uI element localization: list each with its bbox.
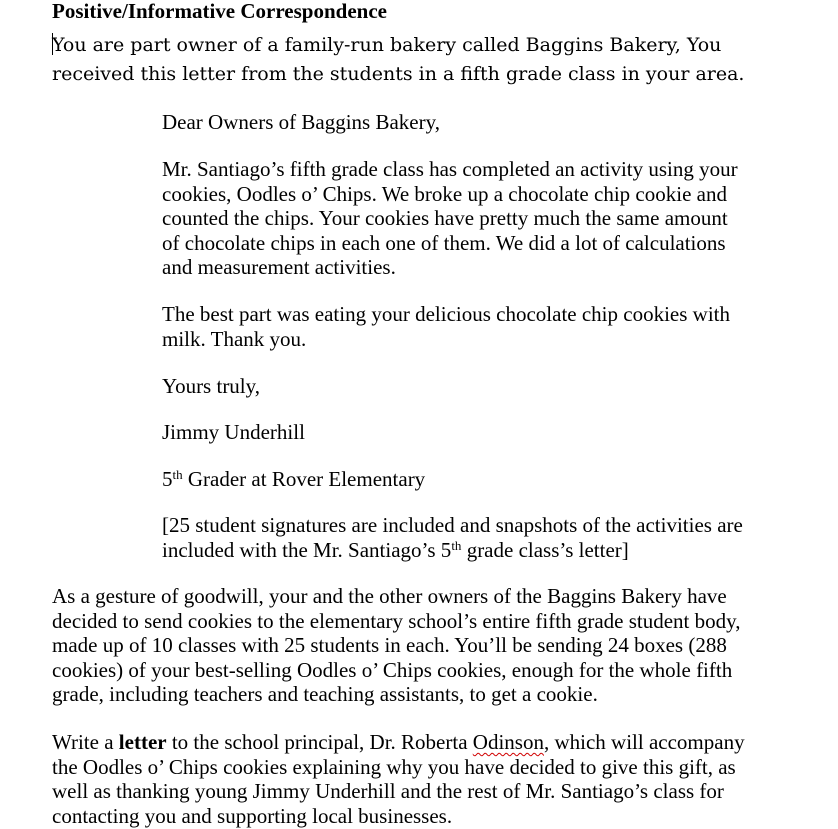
body-line: cookies) of your best-selling Oodles o’ Chips cookies, enough for the whole fifth bbox=[52, 657, 733, 682]
letter-paragraph-1 bbox=[162, 157, 782, 280]
letter-salutation: Dear Owners of Baggins Bakery, bbox=[162, 110, 440, 134]
intro-line: You are part owner of a family-run bakery called Baggins Bakery, You bbox=[52, 34, 722, 56]
body-line: As a gesture of goodwill, your and the other owners of the Baggins Bakery have bbox=[52, 584, 727, 608]
emphasis-letter: letter bbox=[118, 730, 167, 754]
letter-line: The best part was eating your delicious chocolate chip cookies with bbox=[162, 302, 730, 326]
letter-line: [25 student signatures are included and snapshots of the activities are bbox=[162, 513, 743, 537]
body-line: made up of 10 classes with 25 students in each. You’ll be sending 24 boxes (288 bbox=[52, 633, 727, 657]
letter-line: Mr. Santiago’s fifth grade class has completed an activity using your bbox=[162, 157, 738, 181]
body-line: decided to send cookies to the elementary school’s entire fifth grade student body, bbox=[52, 608, 741, 633]
letter-line: cookies, Oodles o’ Chips. We broke up a chocolate chip cookie and bbox=[162, 181, 727, 206]
letter-signer: Jimmy Underhill bbox=[162, 420, 305, 444]
letter-line: milk. Thank you. bbox=[162, 326, 307, 351]
body-line: the Oodles o’ Chips cookies explaining why you have decided to give this gift, as bbox=[52, 754, 736, 779]
spellcheck-flagged-word[interactable]: Odinson bbox=[472, 730, 544, 754]
body-line: grade, including teachers and teaching assistants, to get a cookie. bbox=[52, 682, 598, 706]
letter-paragraph-2 bbox=[162, 302, 782, 351]
scenario-paragraph bbox=[52, 584, 792, 707]
body-line: well as thanking young Jimmy Underhill and the rest of Mr. Santiago’s class for bbox=[52, 779, 724, 803]
letter-note bbox=[162, 513, 782, 562]
letter-signer-title: 5th Grader at Rover Elementary bbox=[162, 467, 426, 491]
letter-line: included with the Mr. Santiago’s 5th grade class’s letter] bbox=[162, 537, 629, 562]
letter-line: counted the chips. Your cookies have pretty much the same amount bbox=[162, 206, 728, 230]
letter-line: and measurement activities. bbox=[162, 255, 396, 279]
body-line: contacting you and supporting local businesses. bbox=[52, 803, 453, 828]
task-paragraph bbox=[52, 730, 792, 828]
document-heading: Positive/Informative Correspondence bbox=[52, 0, 387, 23]
intro-paragraph bbox=[52, 31, 772, 89]
letter-closing: Yours truly, bbox=[162, 374, 261, 398]
intro-line: received this letter from the students in a fifth grade class in your area. bbox=[52, 63, 745, 85]
letter-line: of chocolate chips in each one of them. We did a lot of calculations bbox=[162, 230, 726, 255]
body-line: Write a letter to the school principal, Dr. Roberta Odinson, which will accompany bbox=[52, 730, 745, 754]
